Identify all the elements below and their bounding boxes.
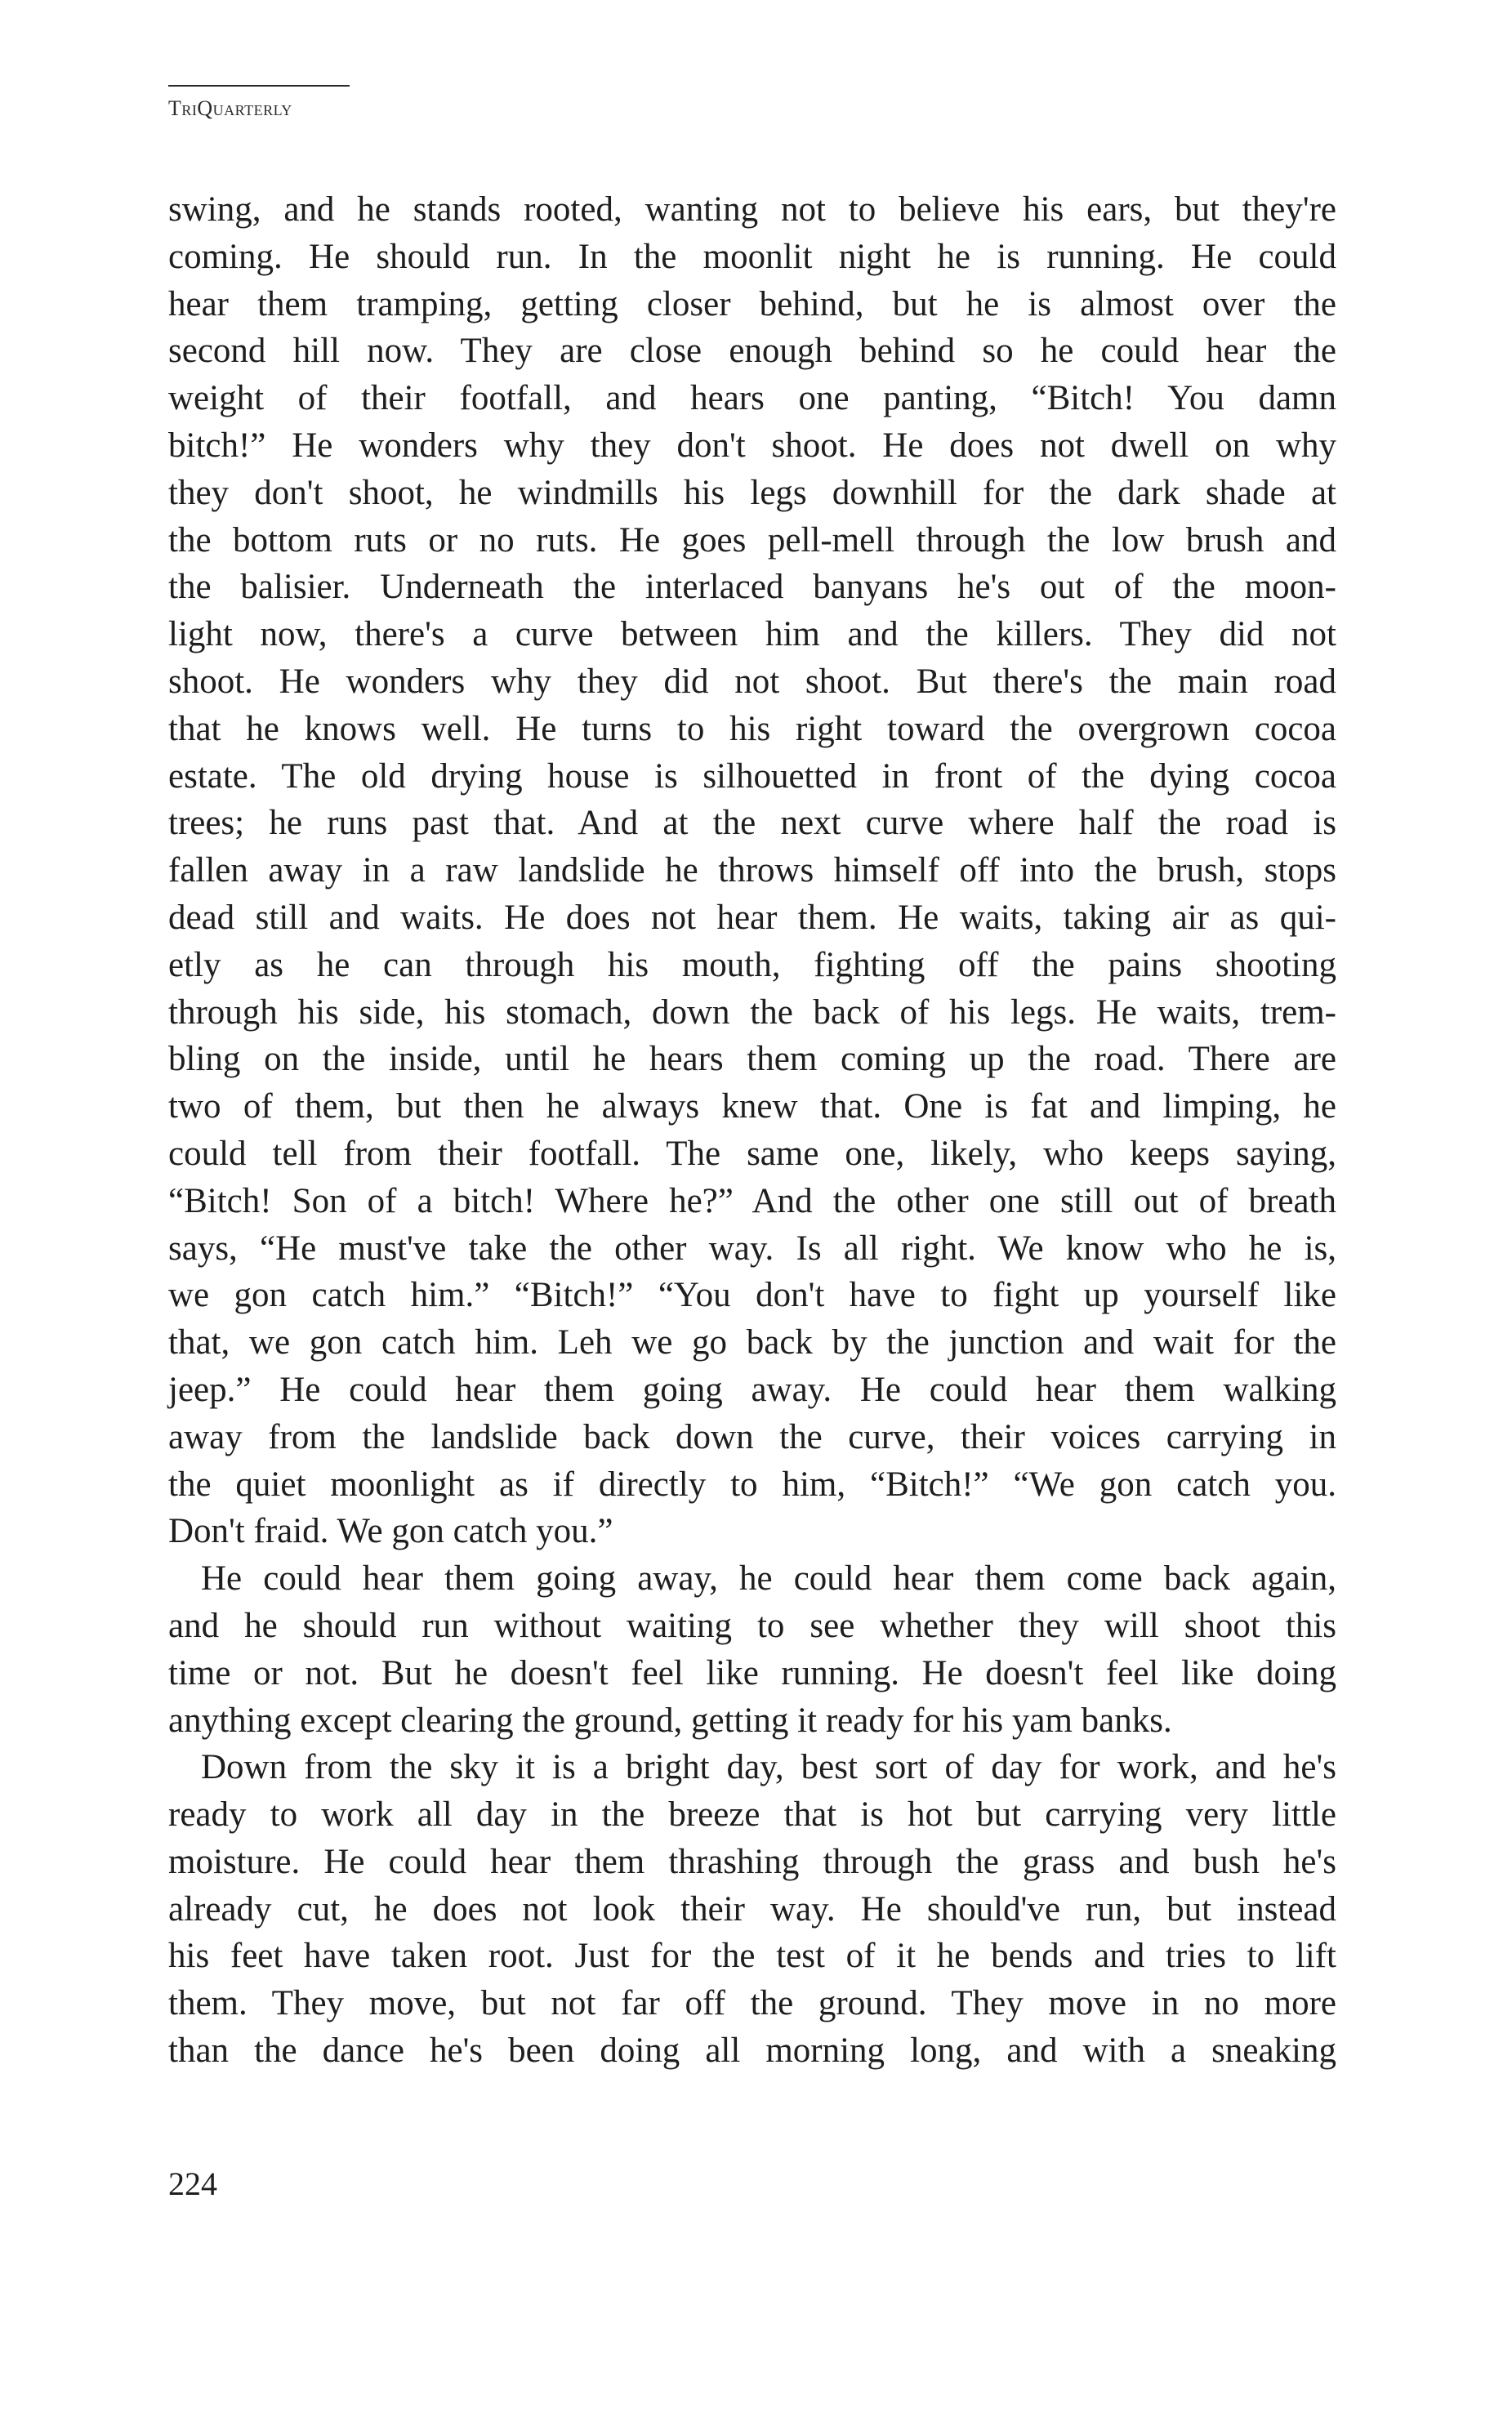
text-line: that, we gon catch him. Leh we go back by the junction and wait for the <box>168 1323 1336 1362</box>
text-line: the quiet moonlight as if directly to him, “Bitch!” “We gon catch you. <box>168 1465 1336 1504</box>
text-line: and he should run without waiting to see whether they will shoot this <box>168 1606 1336 1645</box>
text-line: “Bitch! Son of a bitch! Where he?” And the other one still out of breath <box>168 1181 1336 1220</box>
text-line: time or not. But he doesn't feel like running. He doesn't feel like doing <box>168 1653 1336 1692</box>
text-line: anything except clearing the ground, getting it ready for his yam banks. <box>168 1701 1172 1740</box>
text-line: bitch!” He wonders why they don't shoot. He does not dwell on why <box>168 426 1336 465</box>
text-line: moisture. He could hear them thrashing through the grass and bush he's <box>168 1842 1336 1881</box>
text-line: the balisier. Underneath the interlaced banyans he's out of the moon- <box>168 568 1336 607</box>
text-line: the bottom ruts or no ruts. He goes pell-mell through the low brush and <box>168 520 1336 560</box>
text-line: jeep.” He could hear them going away. He could hear them walking <box>168 1370 1336 1409</box>
text-line: than the dance he's been doing all morning long, and with a sneaking <box>168 2031 1336 2071</box>
text-line: they don't shoot, he windmills his legs downhill for the dark shade at <box>168 473 1336 512</box>
text-line: says, “He must've take the other way. Is all right. We know who he is, <box>168 1229 1336 1268</box>
header-rule <box>168 85 350 87</box>
text-line: estate. The old drying house is silhouetted in front of the dying cocoa <box>168 756 1336 796</box>
body-text <box>168 186 1336 2075</box>
text-line: two of them, but then he always knew that. One is fat and limping, he <box>168 1087 1336 1126</box>
text-line: fallen away in a raw landslide he throws himself off into the brush, stops <box>168 851 1336 890</box>
text-line: hear them tramping, getting closer behind, but he is almost over the <box>168 284 1336 323</box>
text-line: could tell from their footfall. The same one, likely, who keeps saying, <box>168 1134 1336 1173</box>
page-number: 224 <box>168 2165 217 2202</box>
text-line: coming. He should run. In the moonlit night he is running. He could <box>168 237 1336 276</box>
text-line: etly as he can through his mouth, fighting off the pains shooting <box>168 945 1336 984</box>
text-line: weight of their footfall, and hears one panting, “Bitch! You damn <box>168 379 1336 418</box>
text-line: already cut, he does not look their way. He should've run, but instead <box>168 1889 1336 1929</box>
text-line: ready to work all day in the breeze that is hot but carrying very little <box>168 1795 1336 1835</box>
running-head <box>168 85 356 121</box>
text-line: bling on the inside, until he hears them coming up the road. There are <box>168 1040 1336 1079</box>
text-line: He could hear them going away, he could hear them come back again, <box>201 1559 1336 1599</box>
text-line: his feet have taken root. Just for the test of it he bends and tries to lift <box>168 1937 1336 1976</box>
text-line: dead still and waits. He does not hear them. He waits, taking air as qui- <box>168 898 1336 937</box>
text-line: light now, there's a curve between him and the killers. They did not <box>168 615 1336 654</box>
text-line: away from the landslide back down the curve, their voices carrying in <box>168 1417 1336 1456</box>
text-line: Don't fraid. We gon catch you.” <box>168 1512 613 1551</box>
journal-title: TriQuarterly <box>168 96 292 120</box>
text-line: that he knows well. He turns to his right toward the overgrown cocoa <box>168 709 1336 748</box>
text-line: through his side, his stomach, down the back of his legs. He waits, trem- <box>168 992 1336 1032</box>
text-line: them. They move, but not far off the ground. They move in no more <box>168 1984 1336 2023</box>
text-line: second hill now. They are close enough behind so he could hear the <box>168 332 1336 371</box>
text-line: swing, and he stands rooted, wanting not to believe his ears, but they're <box>168 190 1336 229</box>
text-line: shoot. He wonders why they did not shoot. But there's the main road <box>168 662 1336 701</box>
text-line: we gon catch him.” “Bitch!” “You don't have to fight up yourself like <box>168 1276 1336 1315</box>
text-line: Down from the sky it is a bright day, best sort of day for work, and he's <box>201 1748 1336 1787</box>
text-line: trees; he runs past that. And at the next curve where half the road is <box>168 804 1336 843</box>
